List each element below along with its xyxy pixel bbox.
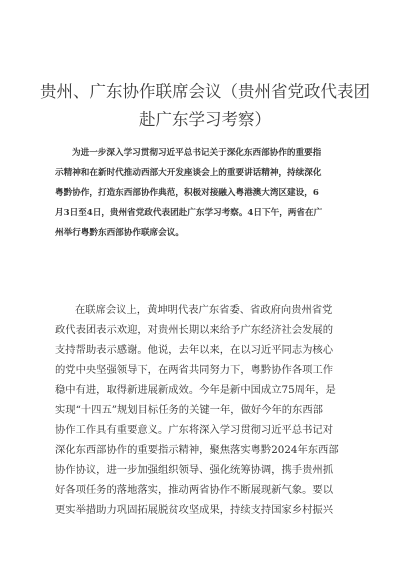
body-line: 政代表团表示欢迎，对贵州长期以来给予广东经济社会发展的 <box>55 324 334 336</box>
title-line: 赴广东学习考察） <box>139 110 271 129</box>
body-line: 稳中有进，取得新进展新成效。今年是新中国成立75周年，是 <box>55 384 336 396</box>
intro-line: 月3日至4日，贵州省党政代表团赴广东学习考察。4日下午，两省在广 <box>55 208 323 218</box>
intro-line: 示精神和在新时代推动西部大开发座谈会上的重要讲话精神，持续深化 <box>55 168 322 178</box>
body-line: 协作协议，进一步加强组织领导、强化统筹协调，携手贵州抓 <box>55 464 334 476</box>
intro-paragraph <box>55 143 360 243</box>
body-line: 在联席会议上，黄坤明代表广东省委、省政府向贵州省党 <box>75 304 333 316</box>
body-line: 协作工作具有重要意义。广东将深入学习贯彻习近平总书记对 <box>55 424 334 436</box>
title-line: 贵州、广东协作联席会议（贵州省党政代表团 <box>40 82 370 101</box>
body-line: 更实举措助力巩固拓展脱贫攻坚成果，持续支持国家乡村振兴 <box>55 504 334 516</box>
document-title <box>30 78 380 134</box>
intro-line: 州举行粤黔东西部协作联席会议。 <box>55 228 184 238</box>
body-paragraph <box>55 300 365 520</box>
body-line: 的党中央坚强领导下，在两省共同努力下，粤黔协作各项工作 <box>55 364 334 376</box>
intro-line: 为进一步深入学习贯彻习近平总书记关于深化东西部协作的重要指 <box>72 148 322 158</box>
intro-line: 粤黔协作，打造东西部协作典范，积极对接融入粤港澳大湾区建设，6 <box>55 188 319 198</box>
body-line: 好各项任务的落地落实，推动两省协作不断展现新气象。要以 <box>55 484 334 496</box>
body-line: 深化东西部协作的重要指示精神，聚焦落实粤黔2024年东西部 <box>55 444 339 456</box>
body-line: 实现“十四五”规划目标任务的关键一年，做好今年的东西部 <box>55 404 323 416</box>
body-line: 支持帮助表示感谢。他说，去年以来，在以习近平同志为核心 <box>55 344 334 356</box>
